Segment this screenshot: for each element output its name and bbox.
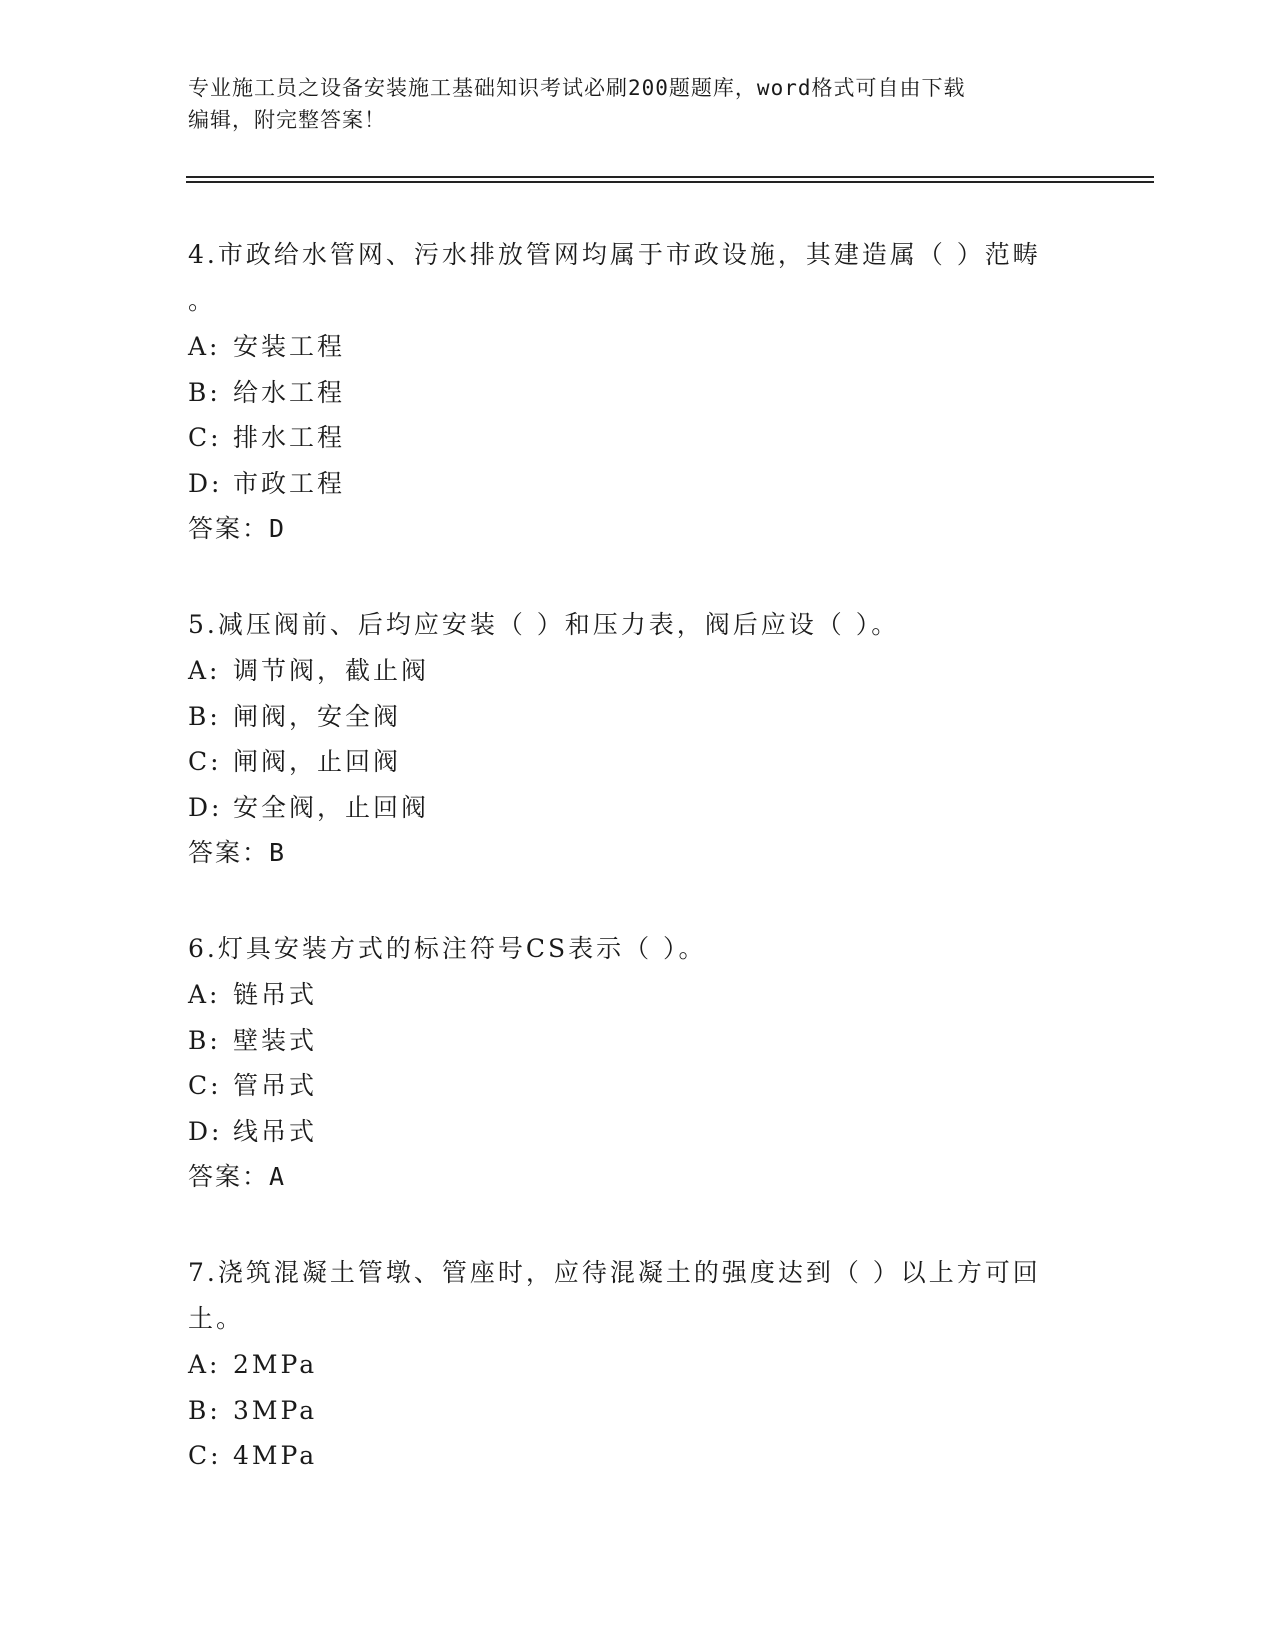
answer-label: 答案： <box>188 514 270 543</box>
question-stem-line: 6.灯具安装方式的标注符号CS表示（ ）。 <box>188 934 707 963</box>
option-letter: C: <box>188 423 222 452</box>
option-c <box>188 739 1088 785</box>
option-letter: D: <box>188 792 223 822</box>
option-letter: C: <box>188 1441 222 1470</box>
question-stem <box>188 602 1068 648</box>
document-header <box>188 72 1068 136</box>
option-b <box>188 1018 1088 1064</box>
question-stem <box>188 232 1068 324</box>
header-line-1: 专业施工员之设备安装施工基础知识考试必刷200题题库，word格式可自由下载 <box>188 76 966 100</box>
option-letter: A: <box>188 1350 221 1379</box>
option-letter: A: <box>188 332 221 361</box>
option-b <box>188 694 1088 740</box>
question-stem-line: 7.浇筑混凝土管墩、管座时，应待混凝土的强度达到（ ）以上方可回 <box>188 1258 1041 1287</box>
option-c <box>188 1433 1088 1479</box>
option-letter: A: <box>188 656 221 685</box>
option-text: 闸阀，安全阀 <box>233 701 402 731</box>
option-letter: B: <box>188 1025 221 1055</box>
option-text: 安装工程 <box>233 332 346 361</box>
option-letter: B: <box>188 377 221 407</box>
option-letter: D: <box>188 468 223 498</box>
answer-line <box>188 830 1088 876</box>
answer-value: A <box>269 1162 287 1191</box>
option-text: 3MPa <box>233 1395 318 1425</box>
option-d <box>188 461 1088 507</box>
answer-label: 答案： <box>188 1162 270 1191</box>
option-letter: C: <box>188 1071 222 1100</box>
question-7 <box>188 1250 1088 1479</box>
option-text: 市政工程 <box>233 468 346 498</box>
option-letter: D: <box>188 1116 223 1146</box>
question-stem-line: 土。 <box>188 1304 245 1333</box>
option-text: 调节阀，截止阀 <box>233 656 430 685</box>
answer-value: D <box>269 514 287 543</box>
option-letter: A: <box>188 980 221 1009</box>
question-list <box>188 232 1088 1529</box>
option-text: 给水工程 <box>233 377 346 407</box>
option-a <box>188 324 1088 370</box>
option-b <box>188 1388 1088 1434</box>
option-letter: C: <box>188 747 222 776</box>
header-line-2: 编辑，附完整答案！ <box>188 108 386 132</box>
question-stem <box>188 926 1068 972</box>
option-text: 壁装式 <box>233 1025 318 1055</box>
answer-value: B <box>269 838 287 867</box>
option-text: 闸阀，止回阀 <box>233 747 402 776</box>
option-b <box>188 370 1088 416</box>
question-stem-line: 4.市政给水管网、污水排放管网均属于市政设施，其建造属（ ）范畴 <box>188 240 1041 269</box>
header-divider-top <box>186 176 1154 178</box>
answer-label: 答案： <box>188 838 270 867</box>
option-a <box>188 1342 1088 1388</box>
question-6 <box>188 926 1088 1200</box>
answer-line <box>188 1154 1088 1200</box>
option-a <box>188 648 1088 694</box>
option-letter: B: <box>188 1395 221 1425</box>
option-a <box>188 972 1088 1018</box>
question-stem-line: 。 <box>188 286 217 315</box>
question-4 <box>188 232 1088 552</box>
option-text: 管吊式 <box>233 1071 318 1100</box>
header-divider-bottom <box>186 181 1154 183</box>
option-text: 链吊式 <box>233 980 318 1009</box>
option-text: 2MPa <box>233 1350 318 1379</box>
option-c <box>188 415 1088 461</box>
option-d <box>188 1109 1088 1155</box>
option-text: 4MPa <box>233 1441 318 1470</box>
option-text: 线吊式 <box>233 1116 318 1146</box>
question-5 <box>188 602 1088 876</box>
answer-line <box>188 506 1088 552</box>
question-stem-line: 5.减压阀前、后均应安装（ ）和压力表，阀后应设（ ）。 <box>188 610 900 639</box>
option-d <box>188 785 1088 831</box>
option-letter: B: <box>188 701 221 731</box>
option-text: 排水工程 <box>233 423 346 452</box>
option-text: 安全阀，止回阀 <box>233 792 430 822</box>
question-stem <box>188 1250 1068 1342</box>
option-c <box>188 1063 1088 1109</box>
